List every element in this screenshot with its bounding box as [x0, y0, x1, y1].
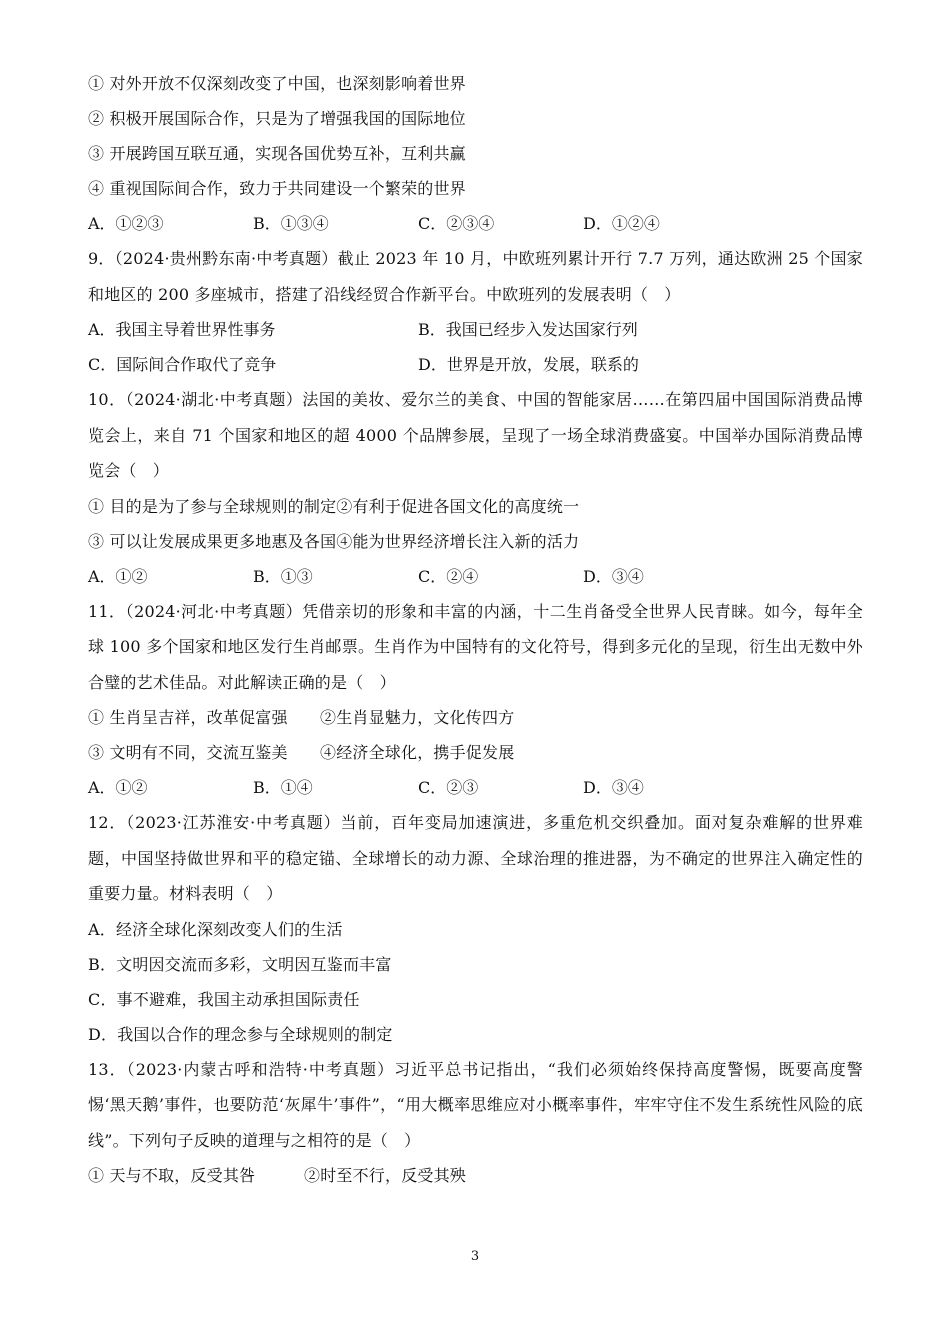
q13-items-row-1	[88, 1158, 863, 1193]
q11-items-row-2	[88, 735, 863, 770]
q13-stem: 13．（2023·内蒙古呼和浩特·中考真题）习近平总书记指出，“我们必须始终保持高度警惕，既要高度警惕‘黑天鹅’事件，也要防范‘灰犀牛’事件”，“用大概率思维应对小概率事件，牢牢守住不发生系统性风险的底线”。下列句子反映的道理与之相符的是（ ）	[88, 1059, 863, 1150]
q11-items-row-1	[88, 700, 863, 735]
q12-option-c: C．事不避难，我国主动承担国际责任	[88, 989, 360, 1009]
q11-item-3: ③ 文明有不同，交流互鉴美	[88, 743, 288, 762]
q9-options-row-2	[88, 347, 863, 382]
page-number: 3	[470, 1249, 480, 1264]
q8-item-1: ① 对外开放不仅深刻改变了中国，也深刻影响着世界	[88, 74, 466, 93]
q8-option-b: B．①③④	[253, 214, 329, 233]
q11-option-c: C．②③	[418, 778, 479, 797]
q10-option-b: B．①③	[253, 566, 313, 586]
q9-option-c: C．国际间合作取代了竞争	[88, 355, 277, 374]
q9-options-row-1	[88, 312, 863, 347]
q8-item-2: ② 积极开展国际合作，只是为了增强我国的国际地位	[88, 109, 466, 128]
q12-option-d: D．我国以合作的理念参与全球规则的制定	[88, 1024, 393, 1044]
q11-option-b: B．①④	[253, 778, 313, 797]
q12-option-b: B．文明因交流而多彩，文明因互鉴而丰富	[88, 954, 392, 974]
q8-option-a: A．①②③	[88, 214, 164, 233]
q8-item-3: ③ 开展跨国互联互通，实现各国优势互补，互利共赢	[88, 144, 466, 163]
q13-item-1: ① 天与不取，反受其咎	[88, 1166, 256, 1185]
q10-item-line-1: ① 目的是为了参与全球规则的制定②有利于促进各国文化的高度统一	[88, 496, 580, 516]
q11-option-a: A．①②	[88, 778, 148, 797]
q12-option-a: A．经济全球化深刻改变人们的生活	[88, 919, 343, 939]
q10-option-c: C．②④	[418, 566, 479, 586]
document-body	[88, 66, 863, 1193]
q9-option-d: D．世界是开放，发展，联系的	[418, 355, 639, 374]
q13-item-2: ②时至不行，反受其殃	[304, 1166, 467, 1185]
q9-option-b: B．我国已经步入发达国家行列	[418, 320, 638, 339]
q8-option-c: C．②③④	[418, 214, 495, 233]
q11-item-2: ②生肖显魅力，文化传四方	[320, 708, 515, 727]
q10-item-line-2: ③ 可以让发展成果更多地惠及各国④能为世界经济增长注入新的活力	[88, 531, 580, 551]
q8-option-d: D．①②④	[583, 214, 660, 233]
q11-option-d: D．③④	[583, 778, 644, 797]
q10-stem: 10．（2024·湖北·中考真题）法国的美妆、爱尔兰的美食、中国的智能家居……在第四届中国国际消费品博览会上，来自 71 个国家和地区的超 4000 个品牌参展，呈现了一场全球消费盛宴。中国举办国际消费品博览会（ ）	[88, 390, 863, 480]
q11-item-1: ① 生肖呈吉祥，改革促富强	[88, 708, 288, 727]
q9-stem: 9．（2024·贵州黔东南·中考真题）截止 2023 年 10 月，中欧班列累计开行 7.7 万列，通达欧洲 25 个国家和地区的 200 多座城市，搭建了沿线经贸合作新平台。中欧班列的发展表明（ ）	[88, 249, 863, 304]
q10-options	[88, 559, 863, 594]
q11-options	[88, 770, 863, 805]
q10-option-d: D．③④	[583, 566, 644, 586]
q11-stem: 11．（2024·河北·中考真题）凭借亲切的形象和丰富的内涵，十二生肖备受全世界人民青睐。如今，每年全球 100 多个国家和地区发行生肖邮票。生肖作为中国特有的文化符号，得到多元化的呈现，衍生出无数中外合璧的艺术佳品。对此解读正确的是（ ）	[88, 601, 863, 692]
q10-option-a: A．①②	[88, 566, 148, 586]
q11-item-4: ④经济全球化，携手促发展	[320, 743, 515, 762]
q9-option-a: A．我国主导着世界性事务	[88, 320, 276, 339]
q12-stem: 12．（2023·江苏淮安·中考真题）当前，百年变局加速演进，多重危机交织叠加。面对复杂难解的世界难题，中国坚持做世界和平的稳定锚、全球增长的动力源、全球治理的推进器，为不确定的世界注入确定性的重要力量。材料表明（ ）	[88, 813, 863, 903]
q8-item-4: ④ 重视国际间合作，致力于共同建设一个繁荣的世界	[88, 179, 466, 198]
q8-options	[88, 206, 863, 241]
